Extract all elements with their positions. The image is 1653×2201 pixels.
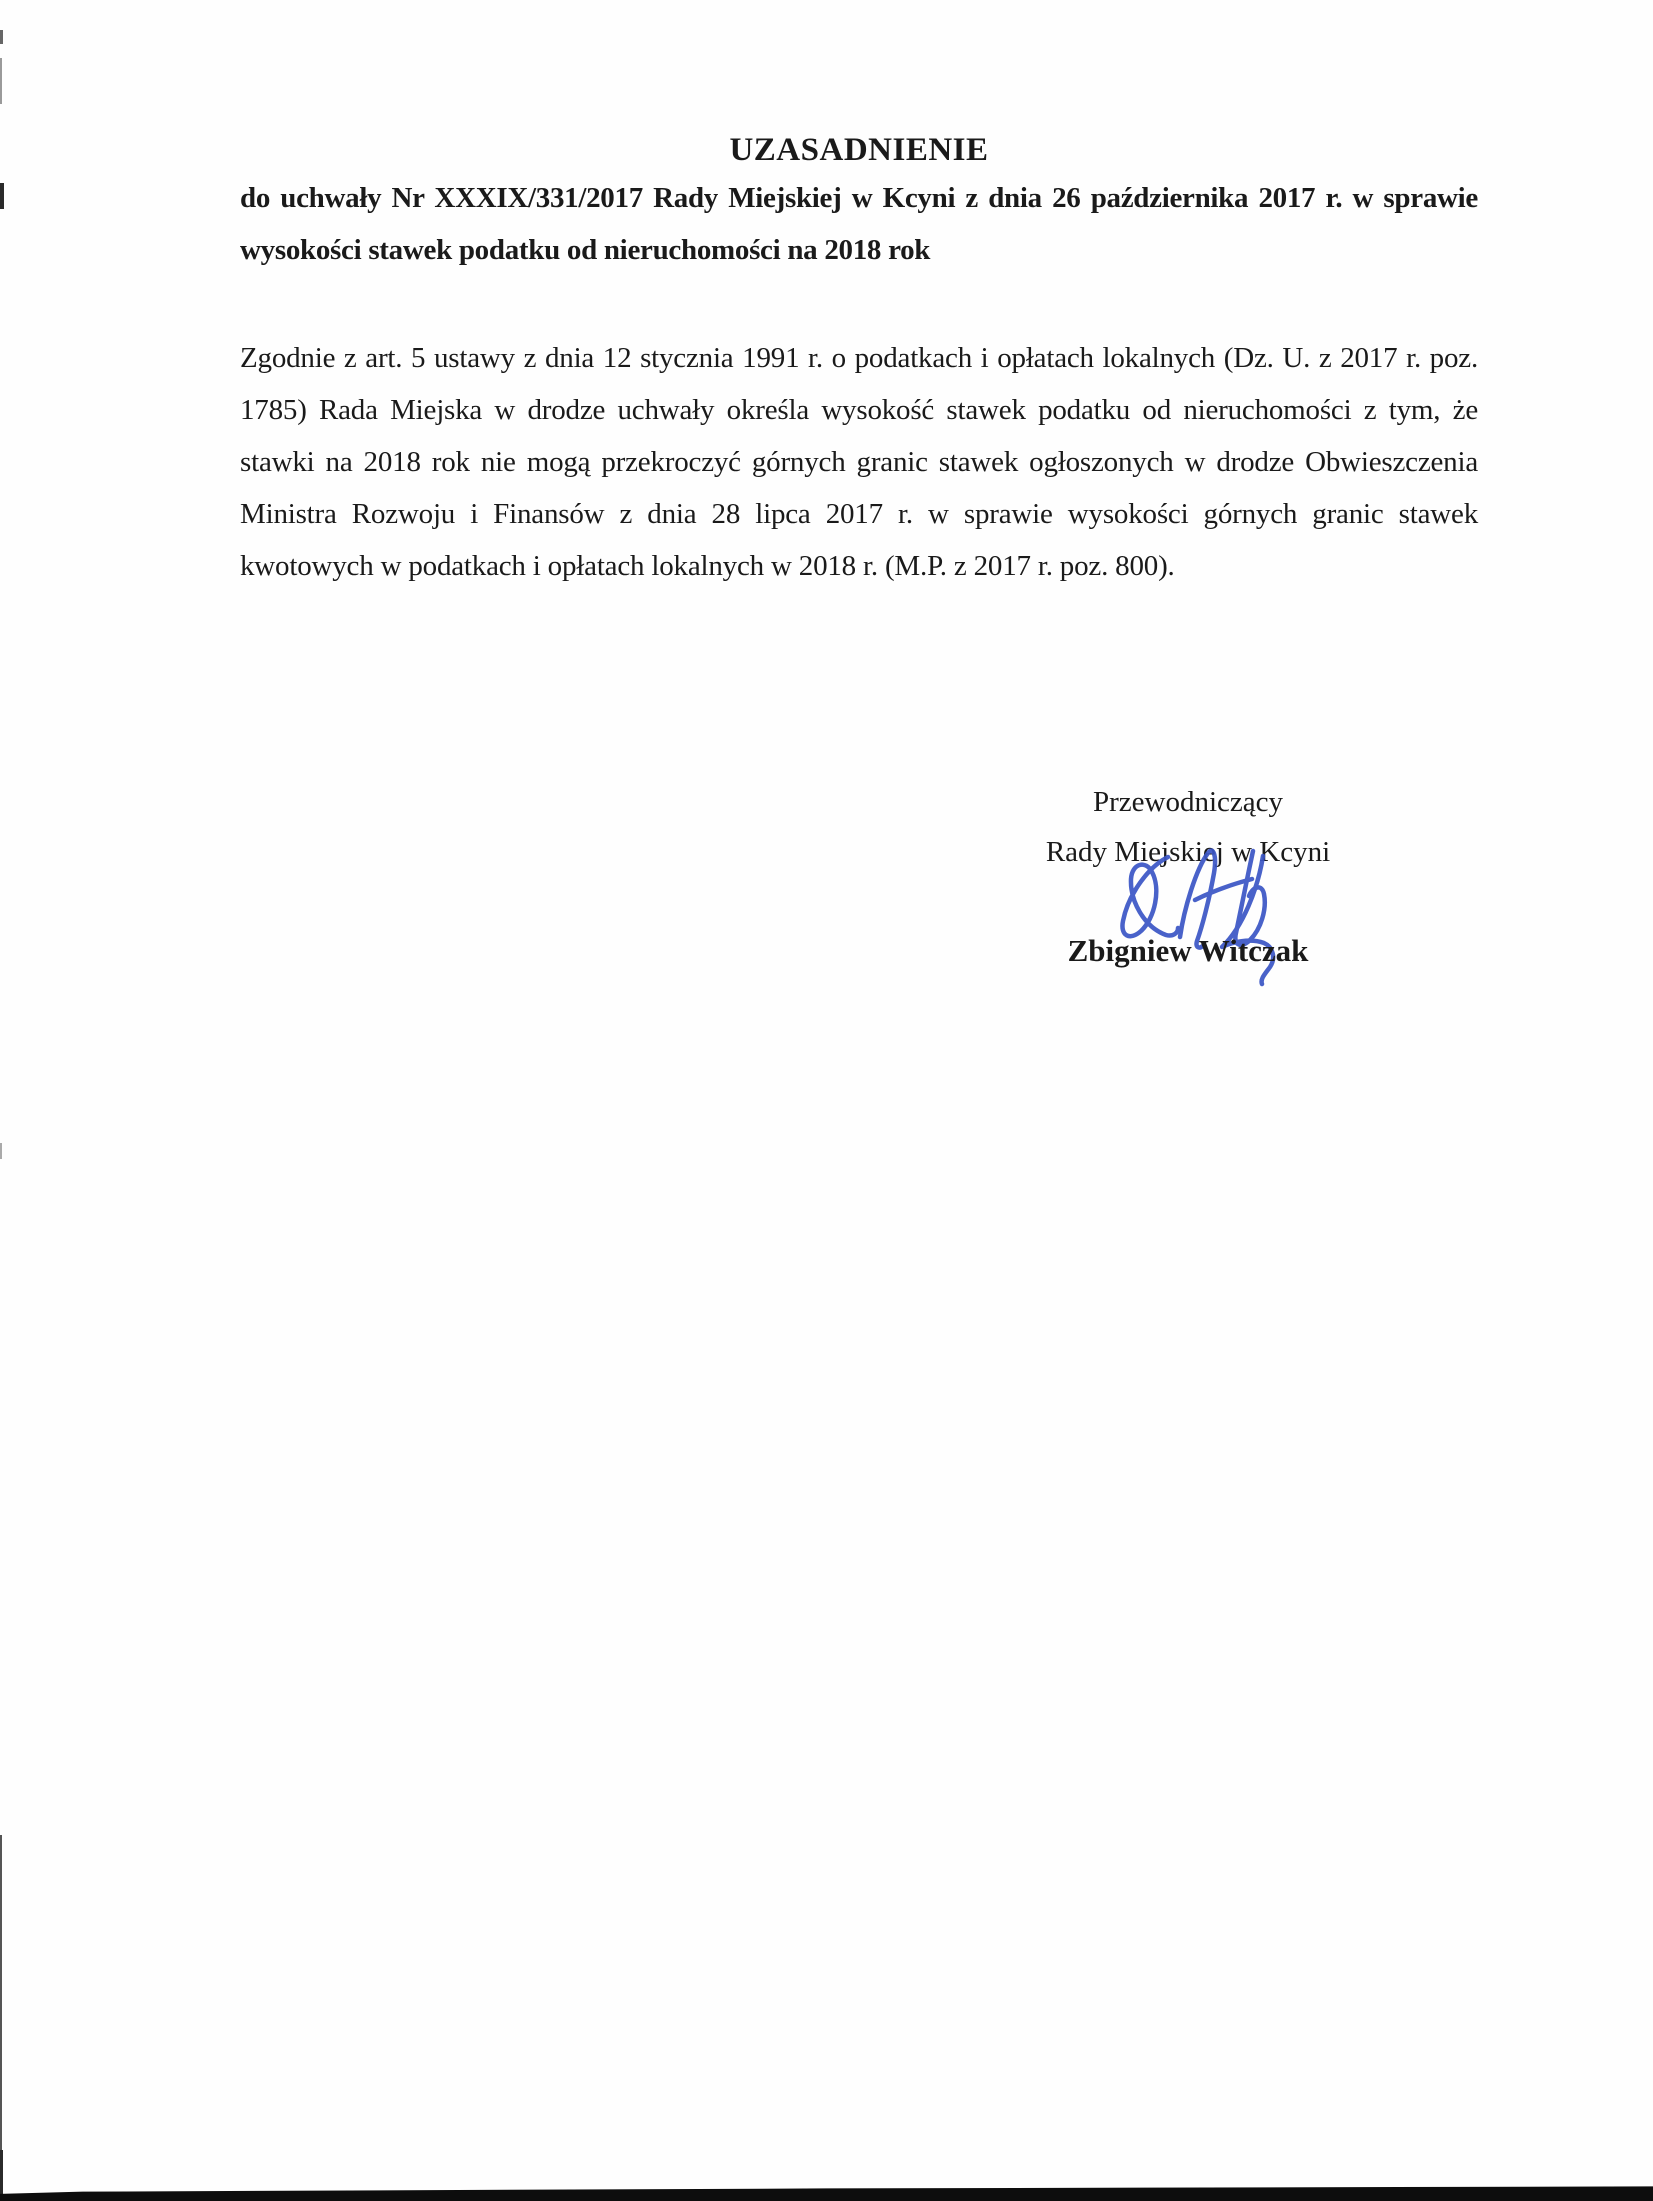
subject-line-1: do uchwały Nr XXXIX/331/2017 Rady Miejskiej w Kcyni z dnia 26 października 2017 r. w sprawie	[240, 182, 1478, 214]
signature-role-line-2: Rady Miejskiej w Kcyni	[1045, 836, 1331, 868]
scan-edge-mark	[0, 1143, 2, 1159]
scan-bottom-bar	[0, 2184, 1653, 2201]
body-line-5: kwotowych w podatkach i opłatach lokalnych w 2018 r. (M.P. z 2017 r. poz. 800).	[240, 550, 1175, 582]
body-line-4: Ministra Rozwoju i Finansów z dnia 28 lipca 2017 r. w sprawie wysokości górnych granic stawek	[240, 498, 1478, 530]
body-paragraph	[240, 332, 1478, 592]
signature-name: Zbigniew Witczak	[1067, 933, 1309, 968]
signature-role-line-1: Przewodniczący	[1092, 786, 1283, 818]
scan-edge-mark	[0, 183, 4, 209]
scan-edge-mark	[0, 1835, 2, 2155]
body-line-3: stawki na 2018 rok nie mogą przekroczyć górnych granic stawek ogłoszonych w drodze Obwieszczenia	[240, 446, 1478, 478]
scan-edge-mark	[0, 2150, 3, 2194]
subject-paragraph	[240, 172, 1478, 276]
subject-line-2: wysokości stawek podatku od nieruchomości na 2018 rok	[240, 234, 931, 266]
scan-edge-mark	[0, 58, 2, 104]
body-line-1: Zgodnie z art. 5 ustawy z dnia 12 stycznia 1991 r. o podatkach i opłatach lokalnych (Dz. U. z 2017 r. poz.	[240, 342, 1478, 374]
scan-edge-mark	[0, 30, 3, 44]
body-line-2: 1785) Rada Miejska w drodze uchwały określa wysokość stawek podatku od nieruchomości z tym, że	[240, 394, 1478, 426]
document-title: UZASADNIENIE	[729, 132, 989, 168]
